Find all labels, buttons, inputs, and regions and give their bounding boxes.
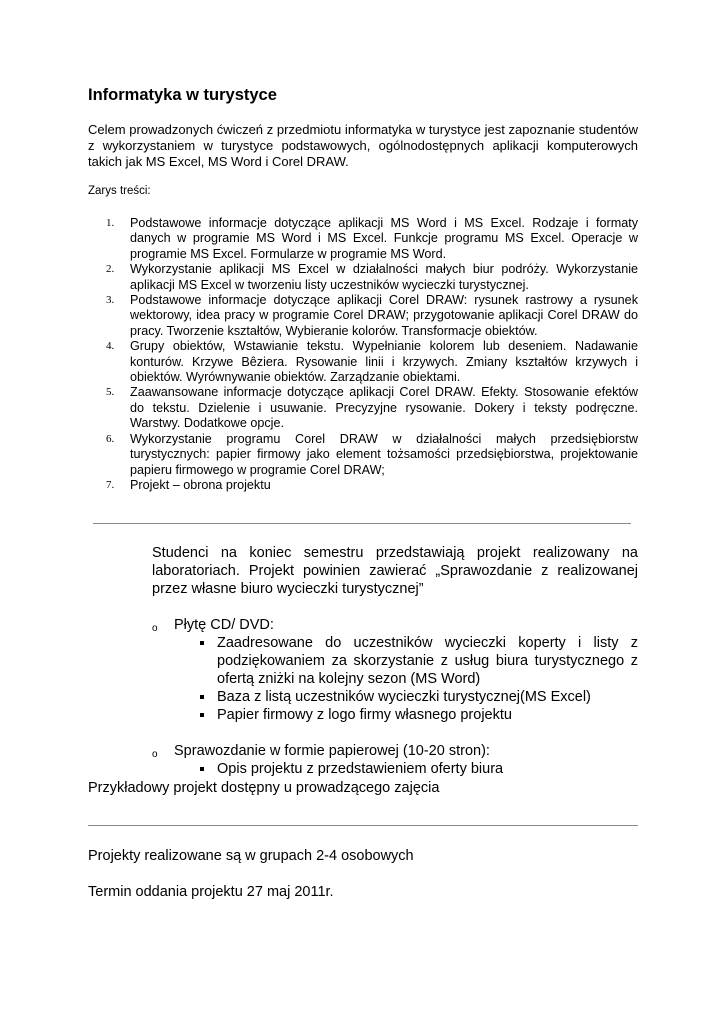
- deliverable-label: Sprawozdanie w formie papierowej (10-20 stron):: [174, 743, 490, 759]
- deliverable-label: Płytę CD/ DVD:: [174, 617, 274, 633]
- topic-text: Podstawowe informacje dotyczące aplikacji Corel DRAW: rysunek rastrowy a rysunek wektorowy, idea pracy w programie Corel DRAW; przygotowanie aplikacji Corel DRAW do pracy. Tworzenie kształtów, Wybieranie kolorów. Transformacje obiektów.: [130, 293, 638, 338]
- square-bullet-icon: [200, 695, 204, 699]
- circle-bullet-icon: o: [152, 749, 158, 760]
- intro-paragraph: Celem prowadzonych ćwiczeń z przedmiotu informatyka w turystyce jest zapoznanie studentów z wykorzystaniem w turystyce podstawowych, ogólnodostępnych aplikacji komputerowych takich jak MS Excel, MS Word i Corel DRAW.: [88, 122, 638, 169]
- list-item: [174, 634, 638, 688]
- topic-item: [88, 293, 638, 339]
- topic-number: 5.: [106, 386, 115, 399]
- topic-text: Podstawowe informacje dotyczące aplikacji MS Word i MS Excel. Rodzaje i formaty danych w programie MS Word i MS Excel. Funkcje programu MS Excel. Operacje w programie MS Excel. Formularze w programie MS Word.: [130, 216, 638, 261]
- project-intro: Studenci na koniec semestru przedstawiają projekt realizowany na laboratoriach. Projekt powinien zawierać „Sprawozdanie z realizowanej przez własne biuro wycieczki turystycznej”: [152, 545, 638, 597]
- circle-bullet-icon: o: [152, 623, 158, 634]
- topic-text: Projekt – obrona projektu: [130, 477, 271, 492]
- section-divider: [88, 825, 638, 826]
- page-title: Informatyka w turystyce: [88, 86, 277, 104]
- list-item-text: Baza z listą uczestników wycieczki turystycznej(MS Excel): [217, 689, 591, 705]
- list-item: [174, 760, 638, 778]
- list-item: [174, 688, 638, 706]
- topic-text: Wykorzystanie programu Corel DRAW w działalności małych przedsiębiorstw turystycznych: papier firmowy jako element tożsamości przedsiębiorstwa, projektowanie papieru firmowego w programie Corel DRAW;: [130, 431, 638, 477]
- topic-number: 1.: [106, 217, 115, 229]
- deliverable-report: [152, 742, 638, 778]
- topic-text: Zaawansowane informacje dotyczące aplikacji Corel DRAW. Efekty. Stosowanie efektów do tekstu. Dzielenie i usuwanie. Precyzyjne rysowanie. Dokery i teksty podręczne. Warstwy. Dodatkowe opcje.: [130, 385, 638, 431]
- cd-contents-list: [174, 634, 638, 724]
- topic-item: [88, 478, 638, 493]
- list-item: [174, 706, 638, 724]
- outline-label: Zarys treści:: [88, 185, 151, 197]
- topic-text: Grupy obiektów, Wstawianie tekstu. Wypełnianie kolorem lub deseniem. Nadawanie konturów. Krzywe Bêziera. Rysowanie linii i krzywych. Zmiany kształtów krzywych i obiektów. Wyrównywanie obiektów. Zarządzanie obiektami.: [130, 339, 638, 385]
- topic-number: 6.: [106, 432, 115, 445]
- deadline-note: Termin oddania projektu 27 maj 2011r.: [88, 884, 334, 900]
- project-requirements: [152, 544, 638, 778]
- square-bullet-icon: [200, 641, 204, 645]
- topic-item: [88, 432, 638, 478]
- report-contents-list: [174, 760, 638, 778]
- square-bullet-icon: [200, 767, 204, 771]
- list-item-text: Papier firmowy z logo firmy własnego projektu: [217, 707, 512, 723]
- topic-item: [88, 262, 638, 293]
- topic-text: Wykorzystanie aplikacji MS Excel w działalności małych biur podróży. Wykorzystanie aplikacji MS Excel w tworzeniu listy uczestników wycieczki turystycznej.: [130, 262, 638, 292]
- topics-list: [88, 216, 638, 493]
- deliverables-list: [152, 616, 638, 778]
- topic-item: [88, 339, 638, 385]
- topic-number: 4.: [106, 340, 115, 353]
- topic-item: [88, 216, 638, 262]
- topic-number: 3.: [106, 294, 115, 307]
- list-item-text: Opis projektu z przedstawieniem oferty biura: [217, 761, 504, 777]
- topic-number: 7.: [106, 478, 115, 491]
- example-note: Przykładowy projekt dostępny u prowadzącego zajęcia: [88, 780, 440, 796]
- deliverable-cd: [152, 616, 638, 724]
- list-item-text: Zaadresowane do uczestników wycieczki koperty i listy z podziękowaniem za skorzystanie z usług biura turystycznego z ofertą zniżki na kolejny sezon (MS Word): [217, 635, 638, 687]
- section-divider: [93, 523, 631, 524]
- topic-item: [88, 385, 638, 431]
- topic-number: 2.: [106, 263, 115, 276]
- groups-note: Projekty realizowane są w grupach 2-4 osobowych: [88, 848, 414, 864]
- square-bullet-icon: [200, 713, 204, 717]
